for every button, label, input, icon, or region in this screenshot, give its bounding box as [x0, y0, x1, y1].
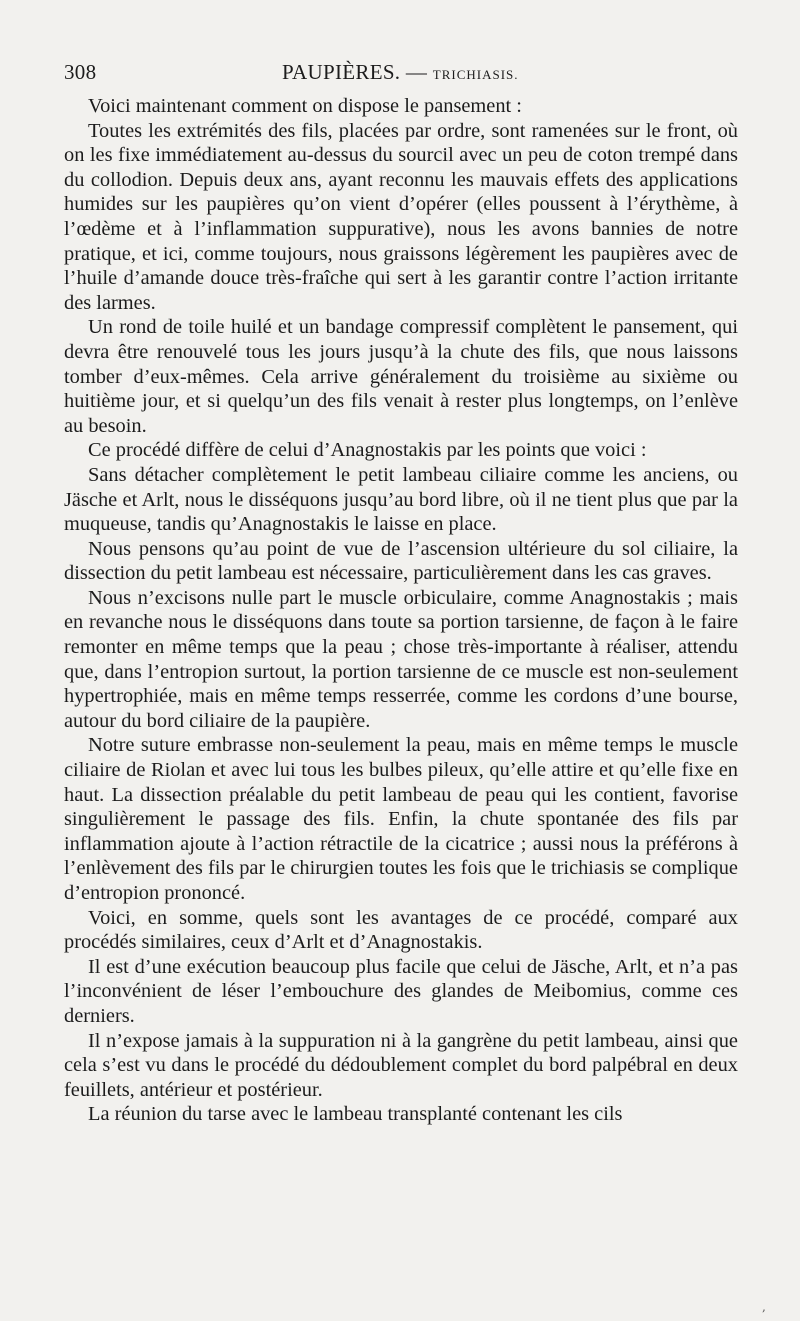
running-title	[282, 60, 519, 85]
running-title-main: PAUPIÈRES.	[282, 60, 401, 84]
paragraph-4: Ce procédé diffère de celui d’Anagnostakis par les points que voici :	[88, 439, 647, 462]
paragraph-7: Nous n’excisons nulle part le muscle orbiculaire, comme Anagnostakis ; mais en revanche nous le disséquons dans toute sa portion tarsienne, de façon à le faire remonter en même temps que la peau ; chose très-importante à réaliser, attendu que, dans l’entropion surtout, la portion tarsienne de ce muscle est non-seulement hypertrophiée, mais en même temps resserrée, comme les cordons d’une bourse, autour du bord ciliaire de la paupière.	[64, 586, 738, 732]
paragraph-10: Il est d’une exécution beaucoup plus facile que celui de Jäsche, Arlt, et n’a pas l’inconvénient de léser l’embouchure des glandes de Meibomius, comme ces derniers.	[64, 955, 738, 1027]
page-header	[64, 60, 736, 92]
paragraph-5: Sans détacher complètement le petit lambeau ciliaire comme les anciens, ou Jäsche et Arlt, nous le disséquons jusqu’au bord libre, où il ne tient plus que par la muqueuse, tandis qu’Anagnostakis le laisse en place.	[64, 463, 738, 536]
paragraph-1: Voici maintenant comment on dispose le pansement :	[88, 95, 522, 117]
body-text	[64, 94, 738, 1127]
running-title-separator: —	[400, 60, 433, 84]
paragraph-2: Toutes les extrémités des fils, placées par ordre, sont ramenées sur le front, où on les fixe immédiatement au-dessus du sourcil avec un peu de coton trempé dans du collodion. Depuis deux ans, ayant reconnu les mauvais effets des applications humides sur les paupières qu’on vient d’opérer (elles poussent à l’érythème, à l’œdème et à l’inflammation suppurative), nous les avons bannies de notre pratique, et ici, comme toujours, nous graissons légèrement les paupières avec de l’huile d’amande douce très-fraîche qui sert à les garantir contre l’action irritante des larmes.	[64, 119, 738, 314]
paragraph-11: Il n’expose jamais à la suppuration ni à la gangrène du petit lambeau, ainsi que cela s’est vu dans le procédé du dédoublement complet du bord palpébral en deux feuillets, antérieur et postérieur.	[64, 1029, 738, 1101]
paragraph-8: Notre suture embrasse non-seulement la peau, mais en même temps le muscle ciliaire de Riolan et avec lui tous les bulbes pileux, qu’elle attire et qu’elle fixe en haut. La dissection préalable du petit lambeau de peau qui les contient, favorise singulièrement le passage des fils. Enfin, la chute spontanée des fils par inflammation ajoute à l’action rétractile de la cicatrice ; aussi nous la préférons à l’enlèvement des fils par le chirurgien toutes les fois que le trichiasis se complique d’entropion prononcé.	[64, 734, 738, 904]
stray-mark: ,	[762, 1300, 766, 1314]
running-title-subtitle: TRICHIASIS.	[432, 67, 519, 82]
paragraph-3: Un rond de toile huilé et un bandage compressif complètent le pansement, qui devra être renouvelé tous les jours jusqu’à la chute des fils, que nous laissons tomber d’eux-mêmes. Cela arrive généralement du troisième au sixième ou huitième jour, et si quelqu’un des fils venait à rester plus longtemps, on l’enlève au besoin.	[64, 316, 738, 437]
paragraph-12: La réunion du tarse avec le lambeau transplanté contenant les cils	[88, 1103, 623, 1126]
paragraph-6: Nous pensons qu’au point de vue de l’ascension ultérieure du sol ciliaire, la dissection du petit lambeau est nécessaire, particulièrement dans les cas graves.	[64, 537, 738, 585]
paragraph-9: Voici, en somme, quels sont les avantages de ce procédé, comparé aux procédés similaires, ceux d’Arlt et d’Anagnostakis.	[64, 906, 738, 954]
page-number: 308	[64, 60, 97, 84]
